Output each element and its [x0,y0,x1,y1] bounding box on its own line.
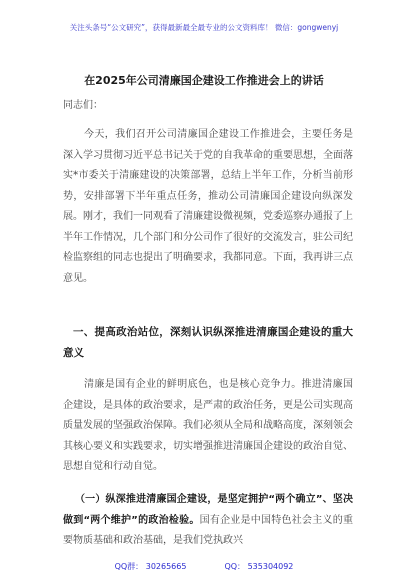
salutation: 同志们： [63,100,103,111]
qq-group-number: QQ群： 30265665 [114,562,187,571]
paragraph-section-1: 清廉是国有企业的鲜明底色，也是核心竞争力。推进清廉国企建设，是具体的政治要求，是严肃的政治任务，更是公司实现高质量发展的坚强政治保障。我们必须从全局和战略高度，深刻领会其核心要义和实践要求，切实增强推进清廉国企建设的政治自觉、思想自觉和行动自觉。 [63,379,353,472]
subsection-body: 国有企业是中国特色社会主义的重要物质基础和政治基础，是我们党执政兴 [63,514,353,546]
subsection-lead: （一）纵深推进清廉国企建设，是坚定拥护“两个确立”、坚决做到“两个维护”的政治检验。 [63,494,353,526]
contact-footer [0,561,408,572]
qq-number: QQ： 535304092 [224,562,294,571]
document-title: 在2025年公司清廉国企建设工作推进会上的讲话 [84,74,324,87]
paragraph-subsection-1 [63,490,353,552]
promo-banner: 关注头条号“公文研究”，获得最新最全最专业的公文资料库！ 微信：gongwenyj [69,23,339,32]
paragraph-intro: 今天，我们召开公司清廉国企建设工作推进会，主要任务是深入学习贯彻习近平总书记关于党的自我革命的重要思想，全面落实*市委关于清廉建设的决策部署，总结上半年工作，分析当前形势，安排部署下半年重点任务，推动公司清廉国企建设向纵深发展。刚才，我们一同观看了清廉建设微视频，党委巡察办通报了上半年工作情况，几个部门和分公司作了很好的交流发言，驻公司纪检监察组的同志也提出了明确要求，我都同意。下面，我再讲三点意见。 [63,129,353,284]
section-heading-1: 一、提高政治站位，深刻认识纵深推进清廉国企建设的重大意义 [63,326,353,359]
